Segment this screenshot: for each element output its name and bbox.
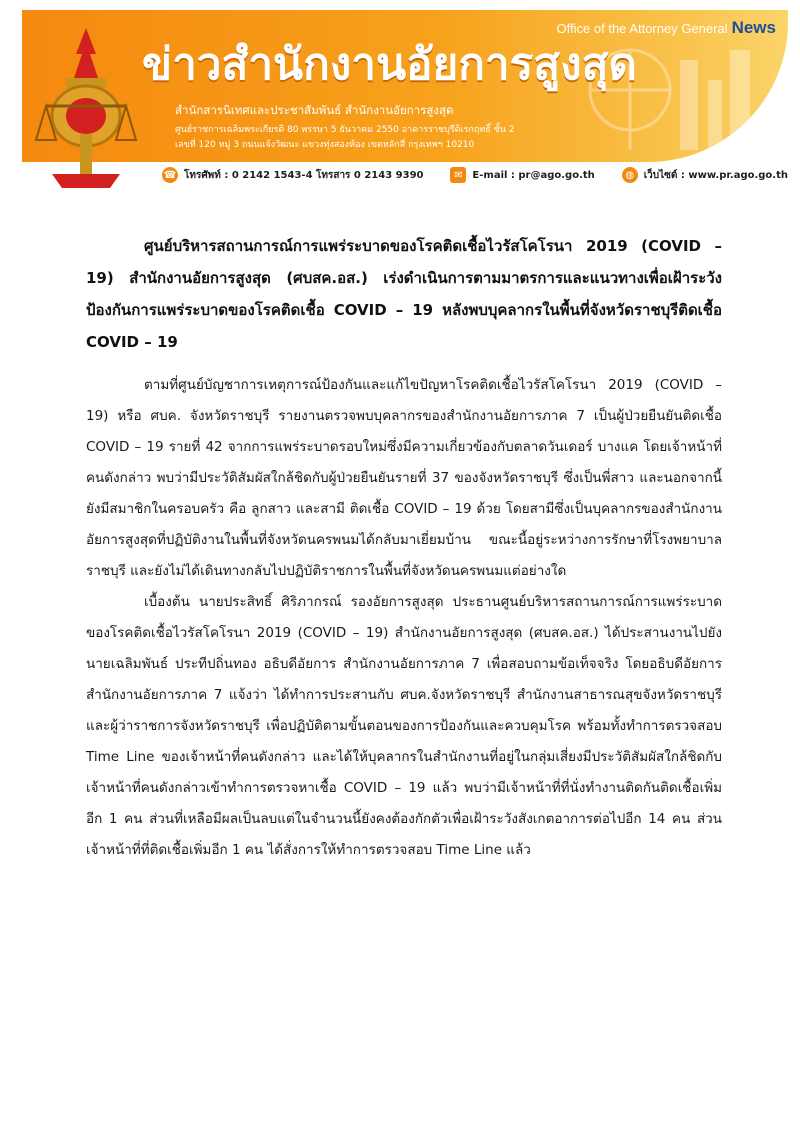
news-header: [22, 10, 788, 188]
subtitle: สำนักสารนิเทศและประชาสัมพันธ์ สำนักงานอัยการสูงสุด: [175, 103, 454, 117]
email-text[interactable]: E-mail : pr@ago.go.th: [472, 169, 595, 181]
article-paragraph-1: ตามที่ศูนย์บัญชาการเหตุการณ์ป้องกันและแก้ไขปัญหาโรคติดเชื้อไวรัสโคโรนา 2019 (COVID – 19) หรือ ศบค. จังหวัดราชบุรี รายงานตรวจพบบุคลากรของสำนักงานอัยการภาค 7 เป็นผู้ป่วยยืนยันติดเชื้อ COVID – 19 รายที่ 42 จากการแพร่ระบาดรอบใหม่ซึ่งมีความเกี่ยวข้องกับตลาดวันเดอร์ บางแค โดยเจ้าหน้าที่คนดังกล่าว พบว่ามีประวัติสัมผัสใกล้ชิดกับผู้ป่วยยืนยันรายที่ 37 ของจังหวัดราชบุรี ซึ่งเป็นพี่สาว และนอกจากนี้ยังมีสมาชิกในครอบครัว คือ ลูกสาว และสามี ติดเชื้อ COVID – 19 ด้วย โดยสามีซึ่งเป็นบุคลากรของสำนักงานอัยการสูงสุดที่ปฏิบัติงานในพื้นที่จังหวัดนครพนมได้กลับมาเยี่ยมบ้าน ขณะนี้อยู่ระหว่างการรักษาที่โรงพยาบาลราชบุรี และยังไม่ได้เดินทางกลับไปปฏิบัติราชการในพื้นที่จังหวัดนครพนมแต่อย่างใด: [86, 377, 722, 579]
website-contact[interactable]: [622, 167, 788, 183]
article-headline: ศูนย์บริหารสถานการณ์การแพร่ระบาดของโรคติดเชื้อไวรัสโคโรนา 2019 (COVID – 19) สำนักงานอัยการสูงสุด (ศบสค.อส.) เร่งดำเนินการตามมาตรการและแนวทางเพื่อเฝ้าระวังป้องกันการแพร่ระบาดของโรคติดเชื้อ COVID – 19 หลังพบบุคลากรในพื้นที่จังหวัดราชบุรีติดเชื้อ COVID – 19: [86, 237, 722, 351]
phone-contact: [162, 167, 424, 183]
page-title: ข่าวสำนักงานอัยการสูงสุด: [142, 39, 637, 90]
article-body: [86, 230, 722, 866]
email-icon: ✉: [450, 167, 466, 183]
address-line-1: ศูนย์ราชการเฉลิมพระเกียรติ 80 พรรษา 5 ธันวาคม 2550 อาคารราชบุรีดิเรกฤทธิ์ ชั้น 2: [175, 125, 515, 135]
article-paragraph-2: เบื้องต้น นายประสิทธิ์ ศิริภากรณ์ รองอัยการสูงสุด ประธานศูนย์บริหารสถานการณ์การแพร่ระบาดของโรคติดเชื้อไวรัสโคโรนา 2019 (COVID – 19) สำนักงานอัยการสูงสุด (ศบสค.อส.) ได้ประสานงานไปยังนายเฉลิมพันธ์ ประทีปถิ่นทอง อธิบดีอัยการ สำนักงานอัยการภาค 7 เพื่อสอบถามข้อเท็จจริง โดยอธิบดีอัยการ สำนักงานอัยการภาค 7 แจ้งว่า ได้ทำการประสานกับ ศบค.จังหวัดราชบุรี สำนักงานสาธารณสุขจังหวัดราชบุรี และผู้ว่าราชการจังหวัดราชบุรี เพื่อปฏิบัติตามขั้นตอนของการป้องกันและควบคุมโรค พร้อมทั้งทำการตรวจสอบ Time Line ของเจ้าหน้าที่คนดังกล่าว และได้ให้บุคลากรในสำนักงานที่อยู่ในกลุ่มเสี่ยงมีประวัติสัมผัสใกล้ชิดกับเจ้าหน้าที่คนดังกล่าวเข้าทำการตรวจหาเชื้อ COVID – 19 แล้ว พบว่ามีเจ้าหน้าที่ที่นั่งทำงานติดกันติดเชื้อเพิ่มอีก 1 คน ส่วนที่เหลือมีผลเป็นลบแต่ในจำนวนนี้ยังคงต้องกักตัวเพื่อเฝ้าระวังสังเกตอาการต่อไปอีก 14 คน ส่วนเจ้าหน้าที่ที่ติดเชื้อเพิ่มอีก 1 คน ได้สั่งการให้ทำการตรวจสอบ Time Line แล้ว: [86, 594, 722, 858]
phone-icon: ☎: [162, 167, 178, 183]
address-line-2: เลขที่ 120 หมู่ 3 ถนนแจ้งวัฒนะ แขวงทุ่งสองห้อง เขตหลักสี่ กรุงเทพฯ 10210: [175, 140, 475, 150]
globe-icon: ◍: [622, 167, 638, 183]
news-label: News: [731, 18, 776, 37]
phone-text: โทรศัพท์ : 0 2142 1543-4 โทรสาร 0 2143 9390: [184, 169, 424, 181]
contact-bar: [162, 162, 788, 188]
seal-emblem-icon: [26, 24, 146, 194]
email-contact[interactable]: [450, 167, 594, 183]
office-en-text: Office of the Attorney General: [556, 21, 728, 36]
website-text[interactable]: เว็บไซต์ : www.pr.ago.go.th: [643, 169, 788, 181]
